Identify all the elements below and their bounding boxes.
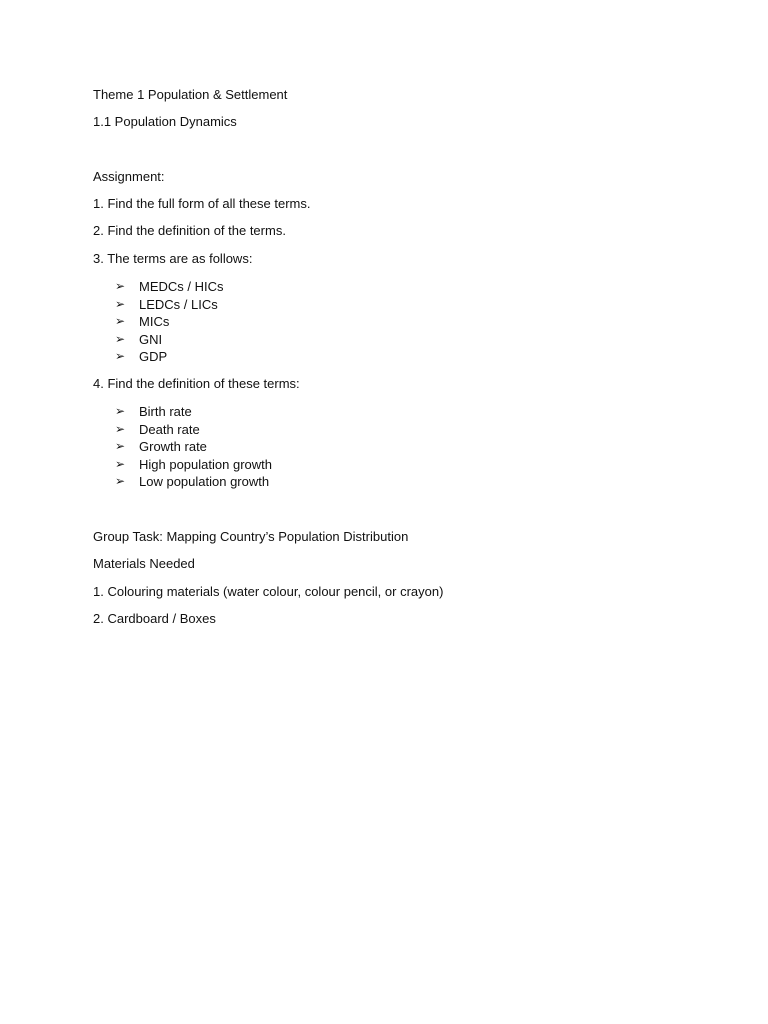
arrowhead-bullet-icon: ➢ (115, 296, 126, 311)
term-item: MEDCs / HICs (139, 279, 224, 294)
definition-item: Low population growth (139, 474, 270, 490)
theme-title: Theme 1 Population & Settlement (93, 87, 288, 102)
arrowhead-bullet-icon: ➢ (115, 439, 126, 454)
arrowhead-bullet-icon: ➢ (115, 474, 126, 489)
list-item (115, 403, 272, 421)
subtheme-title: 1.1 Population Dynamics (93, 114, 237, 129)
definition-item: Birth rate (139, 404, 192, 419)
arrowhead-bullet-icon: ➢ (115, 349, 126, 364)
arrowhead-bullet-icon: ➢ (115, 456, 126, 471)
list-item (115, 331, 224, 349)
list-item (115, 278, 224, 296)
assignment-heading: Assignment: (93, 169, 165, 184)
group-task-heading: Group Task: Mapping Country’s Population Distribution (93, 529, 409, 544)
arrowhead-bullet-icon: ➢ (115, 421, 126, 436)
material-item-2: 2. Cardboard / Boxes (93, 611, 216, 626)
arrowhead-bullet-icon: ➢ (115, 314, 126, 329)
arrowhead-bullet-icon: ➢ (115, 404, 126, 418)
terms-list (115, 278, 224, 366)
list-item (115, 348, 224, 366)
list-item (115, 296, 224, 314)
list-item (115, 438, 272, 456)
arrowhead-bullet-icon: ➢ (115, 331, 126, 346)
list-item (115, 313, 224, 331)
term-item: GNI (139, 331, 163, 347)
arrowhead-bullet-icon: ➢ (115, 279, 126, 293)
term-item: LEDCs / LICs (139, 296, 218, 312)
list-item (115, 473, 272, 491)
term-item: GDP (139, 349, 168, 365)
definition-item: High population growth (139, 456, 272, 472)
materials-heading: Materials Needed (93, 556, 195, 571)
definition-item: Death rate (139, 421, 200, 437)
assignment-step-1: 1. Find the full form of all these terms. (93, 196, 311, 211)
definition-item: Growth rate (139, 439, 207, 455)
assignment-step-4: 4. Find the definition of these terms: (93, 376, 300, 391)
term-item: MICs (139, 314, 170, 330)
assignment-step-3: 3. The terms are as follows: (93, 251, 253, 266)
material-item-1: 1. Colouring materials (water colour, colour pencil, or crayon) (93, 584, 444, 599)
definitions-list (115, 403, 272, 491)
assignment-step-2: 2. Find the definition of the terms. (93, 223, 286, 238)
list-item (115, 456, 272, 474)
list-item (115, 421, 272, 439)
